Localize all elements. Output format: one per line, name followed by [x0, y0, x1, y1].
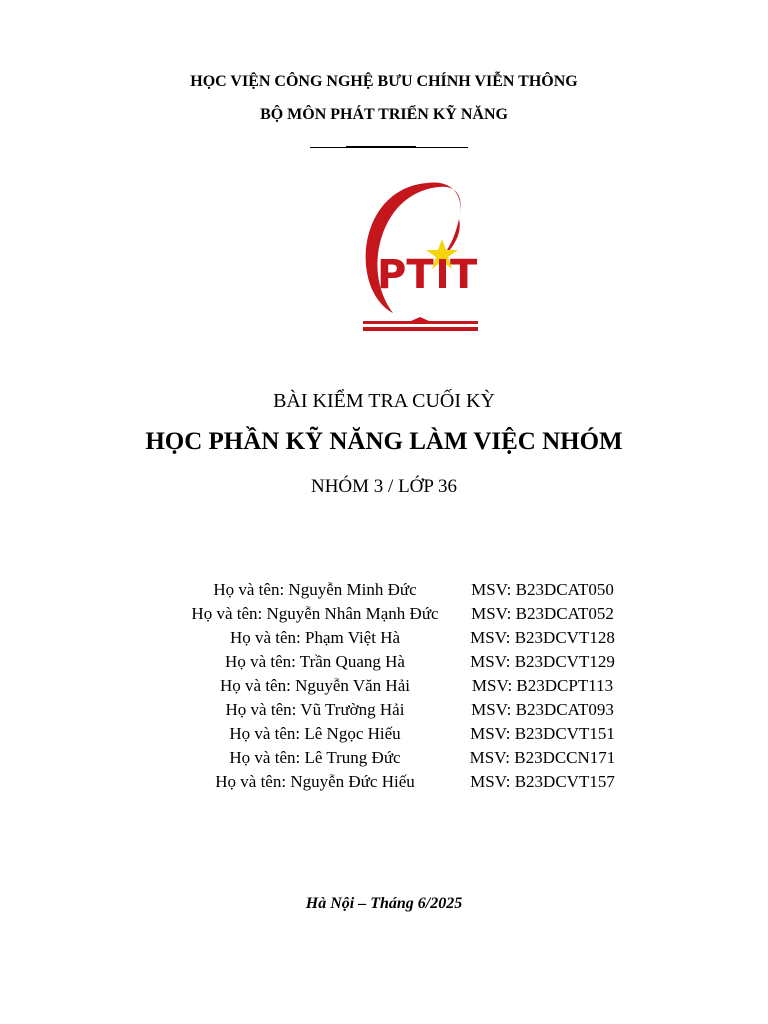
member-name: Họ và tên: Nguyễn Văn Hải [220, 676, 410, 695]
header-divider [310, 147, 468, 148]
subject-title: HỌC PHẦN KỸ NĂNG LÀM VIỆC NHÓM [145, 428, 623, 455]
logo-letter-i [439, 259, 446, 288]
member-msv: MSV: B23DCAT093 [471, 700, 614, 719]
member-msv: MSV: B23DCVT151 [470, 724, 615, 743]
member-msv: MSV: B23DCVT128 [470, 628, 615, 647]
ptit-logo [355, 175, 485, 340]
member-name: Họ và tên: Lê Ngọc Hiếu [229, 724, 401, 743]
member-name: Họ và tên: Nguyễn Đức Hiếu [215, 772, 415, 791]
place-date: Hà Nội – Tháng 6/2025 [305, 895, 463, 912]
member-msv: MSV: B23DCAT050 [471, 580, 614, 599]
department-name: BỘ MÔN PHÁT TRIỂN KỸ NĂNG [260, 106, 508, 123]
logo-book-base [363, 327, 478, 331]
logo-book-top [363, 321, 478, 324]
member-name: Họ và tên: Lê Trung Đức [229, 748, 401, 767]
institution-name: HỌC VIỆN CÔNG NGHỆ BƯU CHÍNH VIỄN THÔNG [190, 73, 578, 90]
exam-title: BÀI KIỂM TRA CUỐI KỲ [273, 390, 495, 412]
member-msv: MSV: B23DCAT052 [471, 604, 614, 623]
logo-letter-t: T [450, 252, 478, 298]
member-name: Họ và tên: Nguyễn Nhân Mạnh Đức [191, 604, 439, 623]
member-row [170, 628, 630, 652]
member-row [170, 724, 630, 748]
logo-book-spine [411, 317, 429, 321]
member-row [170, 700, 630, 724]
member-row [170, 580, 630, 604]
member-list [170, 580, 630, 796]
member-row [170, 772, 630, 796]
member-name: Họ và tên: Trần Quang Hà [225, 652, 405, 671]
member-msv: MSV: B23DCVT129 [470, 652, 615, 671]
member-row [170, 748, 630, 772]
member-msv: MSV: B23DCPT113 [471, 676, 614, 695]
member-row [170, 676, 630, 700]
member-row [170, 604, 630, 628]
member-name: Họ và tên: Phạm Việt Hà [229, 628, 401, 647]
member-row [170, 652, 630, 676]
member-msv: MSV: B23DCVT157 [470, 772, 615, 791]
group-class: NHÓM 3 / LỚP 36 [310, 476, 458, 497]
member-name: Họ và tên: Nguyễn Minh Đức [213, 580, 417, 599]
member-name: Họ và tên: Vũ Trường Hải [225, 700, 405, 719]
member-msv: MSV: B23DCCN171 [469, 748, 616, 767]
logo-text: PT [377, 252, 434, 298]
